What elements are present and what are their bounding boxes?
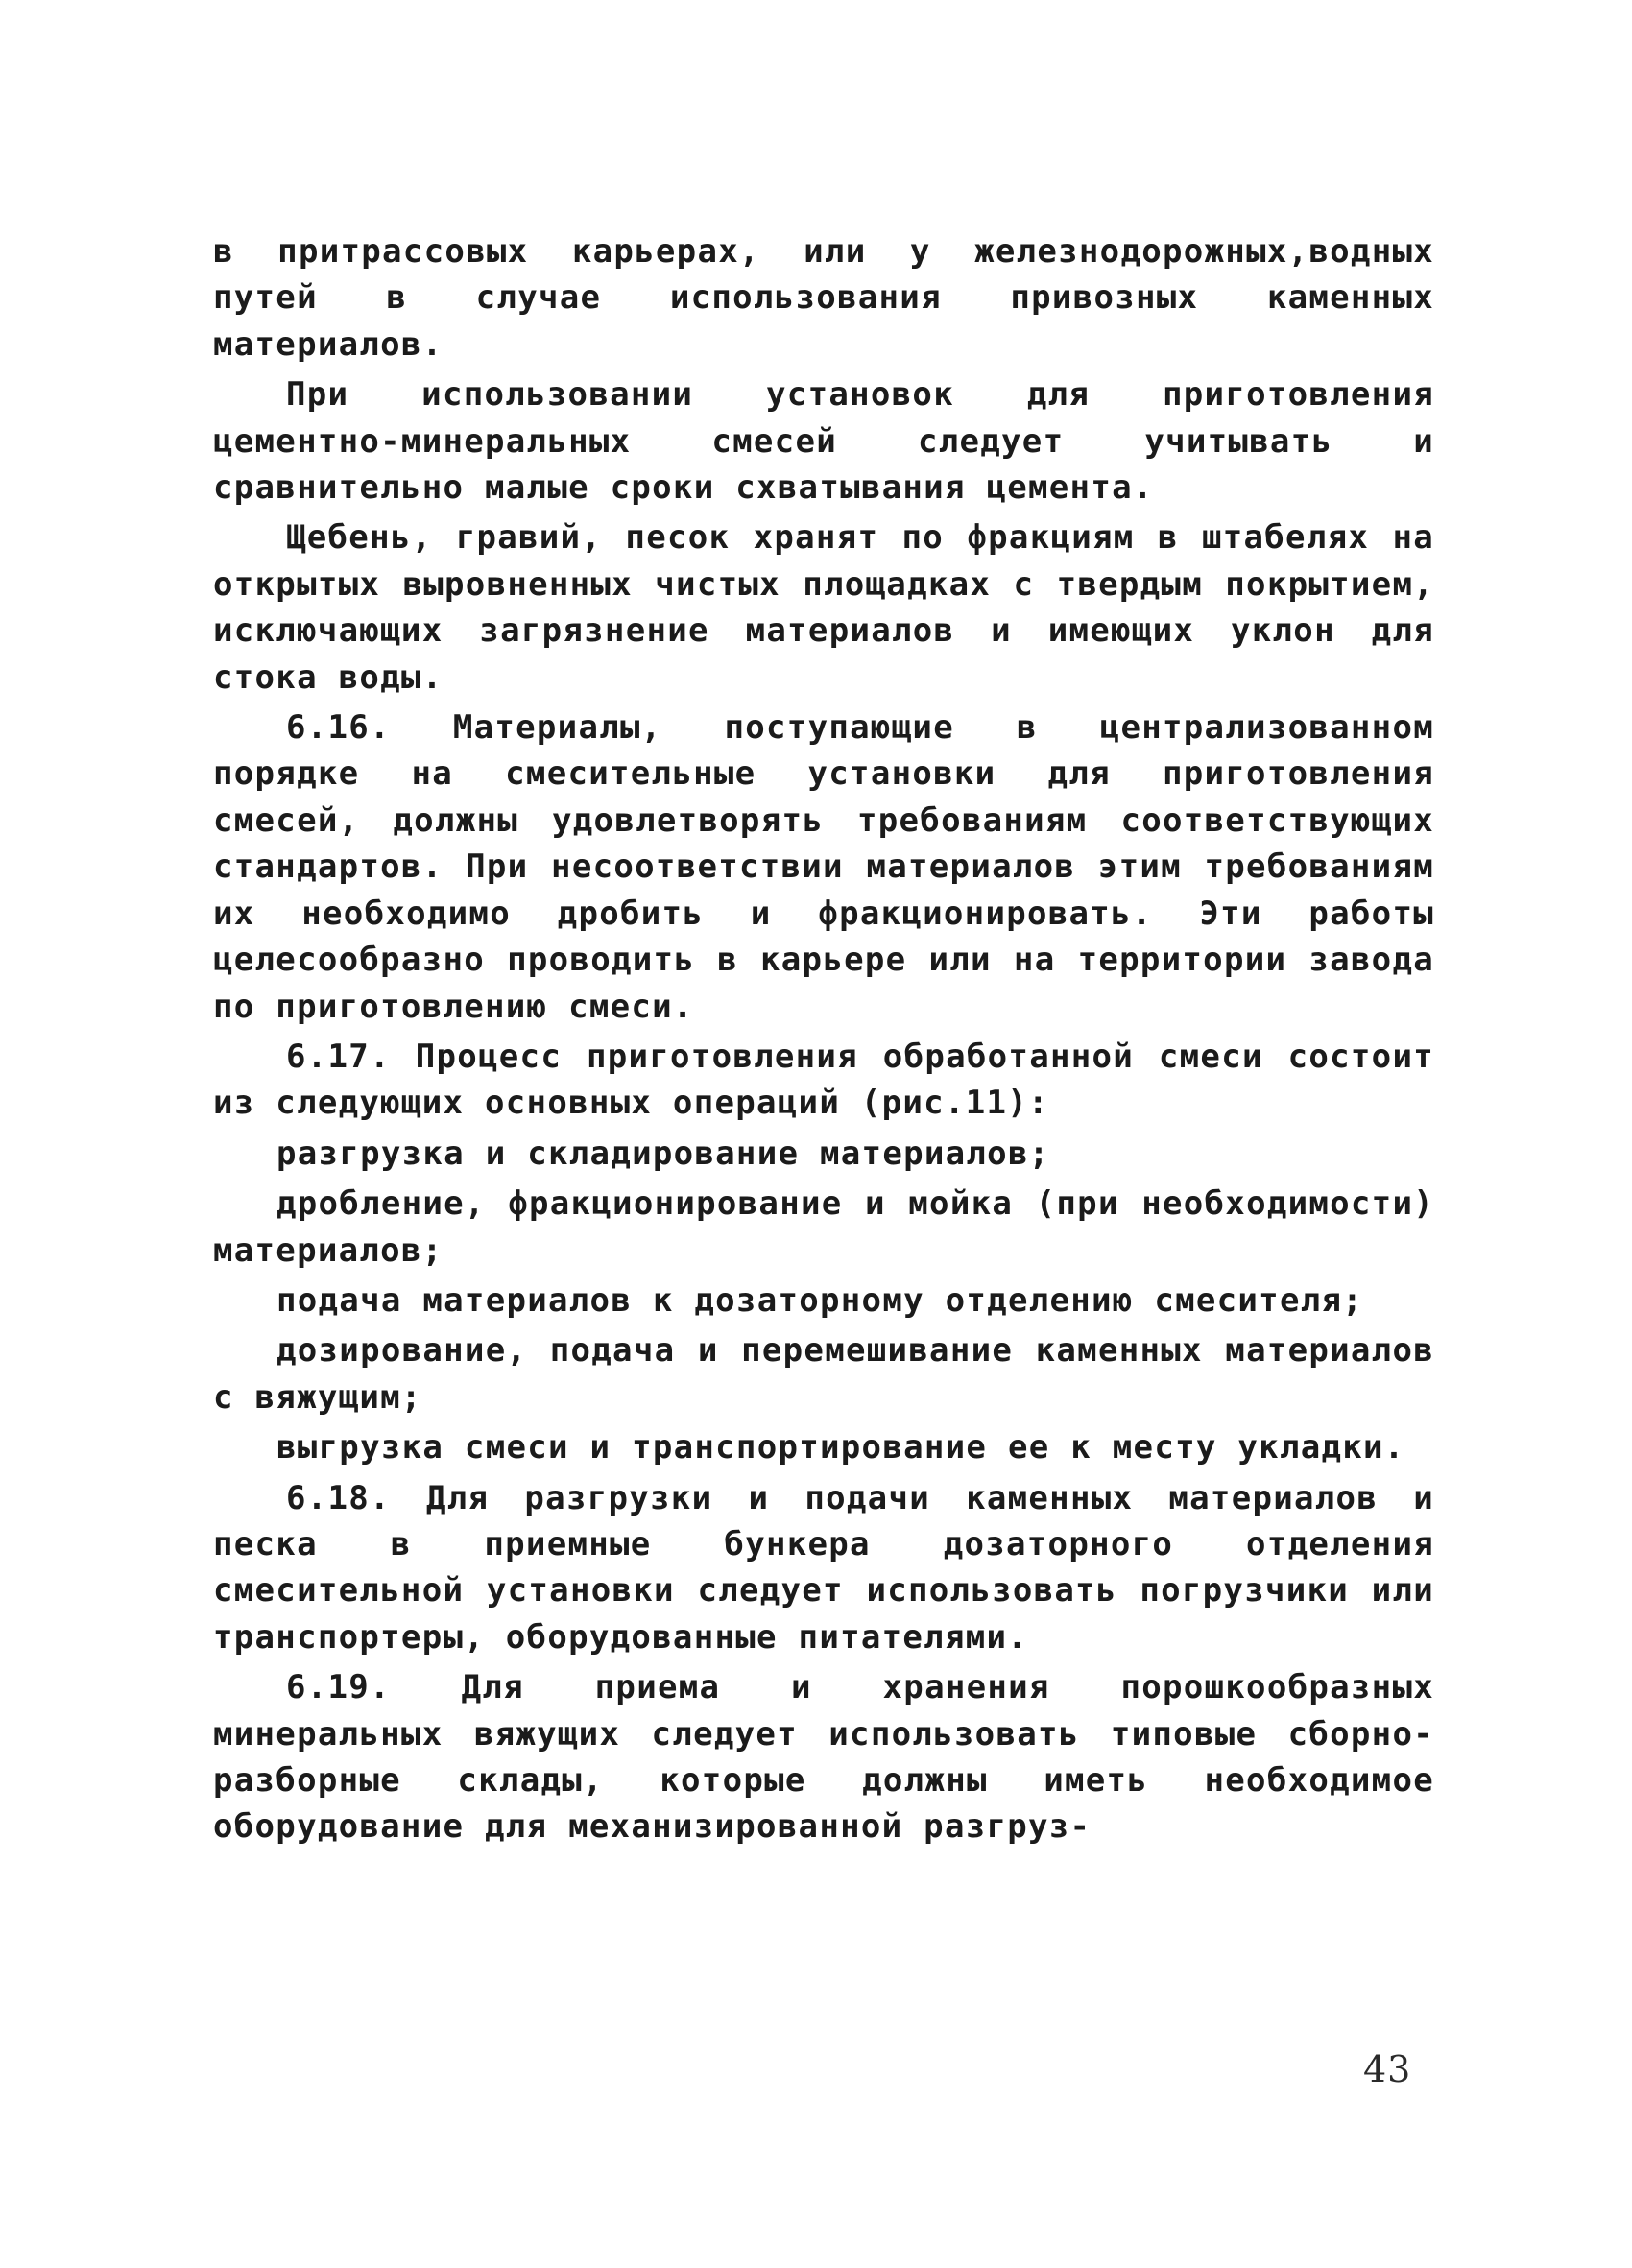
paragraph-6-18: 6.18. Для разгрузки и подачи каменных материалов и песка в приемные бункера дозаторного отделения смесительной установки следует использовать погрузчики или транспортеры, оборудованные питателями.	[213, 1478, 1434, 1657]
paragraph-continuation: в притрассовых карьерах, или у железнодорожных,водных путей в случае использования привозных каменных материалов.	[213, 232, 1434, 364]
paragraph-cement-mixtures: При использовании установок для приготовления цементно-минеральных смесей следует учитывать и сравнительно малые сроки схватывания цемента.	[213, 375, 1434, 508]
list-item: выгрузка смеси и транспортирование ее к месту укладки.	[276, 1428, 1405, 1468]
list-item: дозирование, подача и перемешивание каменных материалов с вяжущим;	[213, 1331, 1434, 1417]
list-item: дробление, фракционирование и мойка (при необходимости) материалов;	[213, 1184, 1434, 1270]
list-item: разгрузка и складирование материалов;	[276, 1134, 1050, 1173]
paragraph-6-17: 6.17. Процесс приготовления обработанной смеси состоит из следующих основных операций (рис.11):	[213, 1037, 1434, 1123]
paragraph-6-19: 6.19. Для приема и хранения порошкообразных минеральных вяжущих следует использовать типовые сборно-разборные склады, которые должны иметь необходимое оборудование для механизированной разгруз-	[213, 1668, 1434, 1847]
paragraph-aggregate-storage: Щебень, гравий, песок хранят по фракциям в штабелях на открытых выровненных чистых площадках с твердым покрытием, исключающих загрязнение материалов и имеющих уклон для стока воды.	[213, 518, 1434, 697]
body-text	[213, 228, 1434, 1854]
operations-list	[213, 1131, 1434, 1471]
list-item: подача материалов к дозаторному отделению смесителя;	[276, 1280, 1364, 1320]
page-number: 43	[1363, 2048, 1412, 2090]
paragraph-6-16: 6.16. Материалы, поступающие в централизованном порядке на смесительные установки для приготовления смесей, должны удовлетворять требованиям соответствующих стандартов. При несоответствии материалов этим требованиям их необходимо дробить и фракционировать. Эти работы целесообразно проводить в карьере или на территории завода по приготовлению смеси.	[213, 708, 1434, 1026]
